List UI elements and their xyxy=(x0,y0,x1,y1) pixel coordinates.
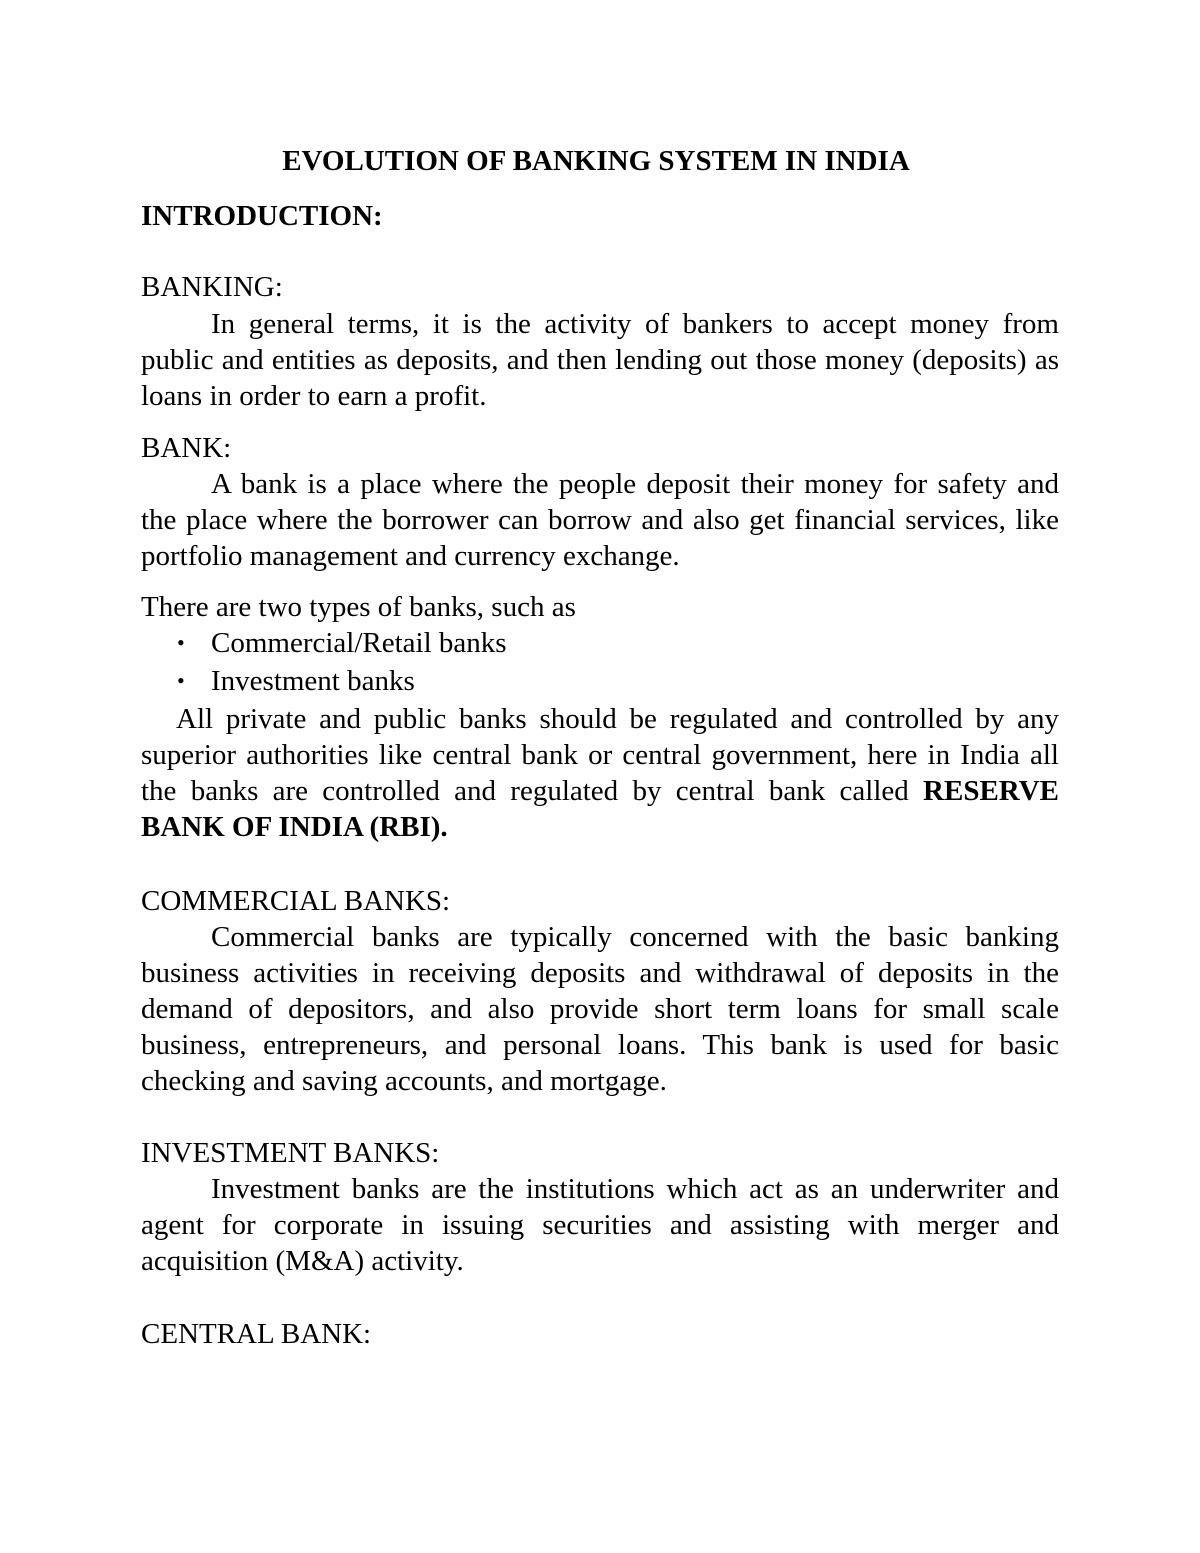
list-item xyxy=(141,662,1041,700)
rbi-emphasis: RESERVE BANK OF INDIA (RBI). xyxy=(141,775,1059,843)
list-item-label: Investment banks xyxy=(211,665,415,697)
list-item xyxy=(141,624,1041,662)
bullet-icon: • xyxy=(177,668,185,693)
introduction-heading: INTRODUCTION: xyxy=(141,200,383,232)
bank-paragraph: A bank is a place where the people deposit their money for safety and the place where the borrower can borrow and also get financial services, like portfolio management and currency exchange. xyxy=(141,468,1059,572)
banking-paragraph: In general terms, it is the activity of bankers to accept money from public and entities as deposits, and then lending out those money (deposits) as loans in order to earn a profit. xyxy=(141,308,1059,412)
bank-types-list xyxy=(141,624,1041,700)
banking-heading: BANKING: xyxy=(141,271,283,303)
regulation-text: All private and public banks should be regulated and controlled by any superior authorities like central bank or central government, here in India all the banks are controlled and regulated by central bank called xyxy=(141,703,1059,807)
bank-types-lead: There are two types of banks, such as xyxy=(141,591,576,623)
bank-heading: BANK: xyxy=(141,432,232,464)
bullet-icon: • xyxy=(177,630,185,655)
investment-banks-heading: INVESTMENT BANKS: xyxy=(141,1137,440,1169)
investment-banks-paragraph: Investment banks are the institutions which act as an underwriter and agent for corporate in issuing securities and assisting with merger and acquisition (M&A) activity. xyxy=(141,1173,1059,1277)
page-title: EVOLUTION OF BANKING SYSTEM IN INDIA xyxy=(282,145,910,177)
list-item-label: Commercial/Retail banks xyxy=(211,627,507,659)
commercial-banks-heading: COMMERCIAL BANKS: xyxy=(141,885,451,917)
central-bank-heading: CENTRAL BANK: xyxy=(141,1318,372,1350)
regulation-paragraph xyxy=(141,701,1059,845)
commercial-banks-paragraph: Commercial banks are typically concerned with the basic banking business activities in receiving deposits and withdrawal of deposits in the demand of depositors, and also provide short term loans for small scale business, entrepreneurs, and personal loans. This bank is used for basic checking and saving accounts, and mortgage. xyxy=(141,921,1059,1097)
